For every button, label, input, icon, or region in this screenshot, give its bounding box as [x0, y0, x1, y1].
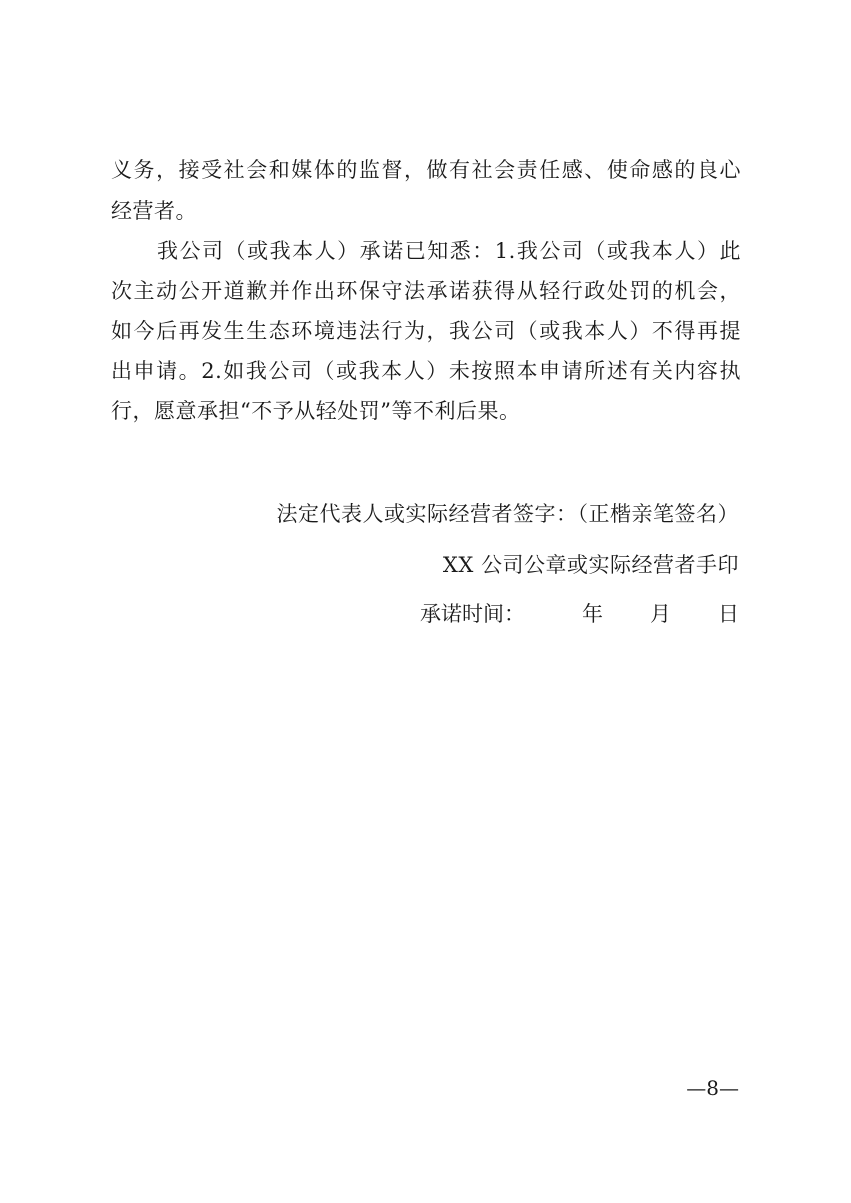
paragraph2-line1: 我公司（或我本人）承诺已知悉：1.我公司（或我本人）此 [157, 239, 741, 263]
day-label: 日 [718, 602, 739, 626]
commitment-date-label: 承诺时间： [420, 602, 525, 626]
paragraph1-line2: 经营者。 [111, 199, 197, 223]
paragraph2-line5: 行，愿意承担“不予从轻处罚”等不利后果。 [111, 399, 521, 423]
paragraph2-line2: 次主动公开道歉并作出环保守法承诺获得从轻行政处罚的机会， [111, 279, 741, 303]
paragraph2-line3: 如今后再发生生态环境违法行为，我公司（或我本人）不得再提 [111, 319, 741, 343]
year-label: 年 [582, 602, 603, 626]
signer-signature-label: 法定代表人或实际经营者签字：（正楷亲笔签名） [276, 502, 739, 526]
company-seal-label: XX 公司公章或实际经营者手印 [442, 553, 739, 577]
paragraph2-line4: 出申请。2.如我公司（或我本人）未按照本申请所述有关内容执 [111, 359, 741, 383]
paragraph1-line1: 义务，接受社会和媒体的监督，做有社会责任感、使命感的良心 [111, 158, 741, 182]
page-number: —8— [686, 1076, 739, 1100]
month-label: 月 [650, 602, 671, 626]
